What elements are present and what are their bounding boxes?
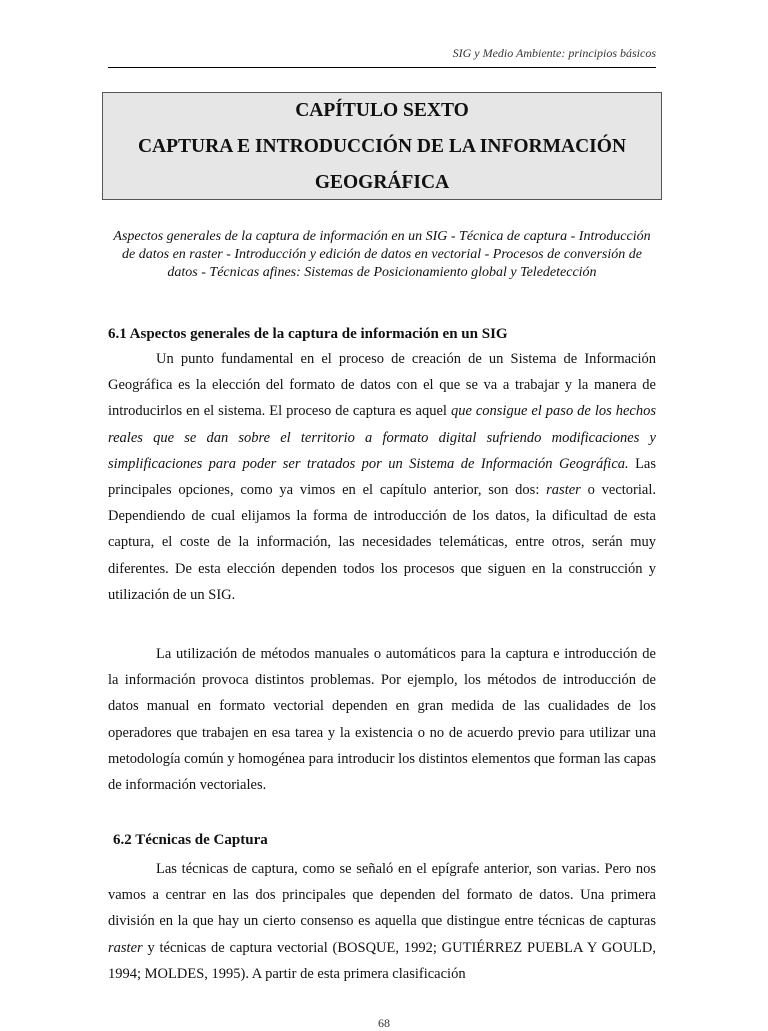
emphasis-raster: raster <box>108 939 143 956</box>
chapter-abstract: Aspectos generales de la captura de información en un SIG - Técnica de captura - Introducción de datos en raster - Introducción y edición de datos en vectorial - Procesos de conversión de datos - Técnicas afines: Sistemas de Posicionamiento global y Teledetección <box>113 229 651 280</box>
paragraph-text: La utilización de métodos manuales o automáticos para la captura e introducción de la información provoca distintos problemas. Por ejemplo, los métodos de introducción de datos manual en formato vectorial dependen en gran medida de las cualidades de los operadores que trabajen en esa tarea y la existencia o no de acuerdo previo para utilizar una metodología común y homogénea para introducir los distintos elementos que forman las capas de información vectoriales. <box>108 646 656 794</box>
paragraph-text: Las principales opciones, como ya vimos en el capítulo anterior, son dos: <box>108 455 657 499</box>
emphasis-definition: que consigue el paso de los hechos reales que se dan sobre el territorio a formato digital sufriendo modificaciones y simplificaciones para poder ser tratados por un Sistema de Información Geográfica. <box>108 403 656 472</box>
running-header: SIG y Medio Ambiente: principios básicos <box>452 46 656 60</box>
emphasis-raster: raster <box>546 482 581 499</box>
paragraph-text: Un punto fundamental en el proceso de creación de un Sistema de Información Geográfica es la elección del formato de datos con el que se va a trabajar y la manera de introducirlos en el sistema. El proceso de captura es aquel <box>108 351 656 420</box>
paragraph-6-1-2 <box>108 641 656 798</box>
paragraph-text: y técnicas de captura vectorial (BOSQUE, 1992; GUTIÉRREZ PUEBLA Y GOULD, 1994; MOLDES, 1995). A partir de esta primera clasificación <box>108 939 656 982</box>
chapter-title-box <box>102 92 662 200</box>
paragraph-6-1-1 <box>108 346 656 608</box>
chapter-title-line-1: CAPTURA E INTRODUCCIÓN DE LA INFORMACIÓN <box>137 136 627 157</box>
section-heading-6-1: 6.1 Aspectos generales de la captura de información en un SIG <box>108 326 508 342</box>
paragraph-6-2-1 <box>108 856 656 987</box>
chapter-number: CAPÍTULO SEXTO <box>295 100 469 121</box>
page-number: 68 <box>378 1016 390 1030</box>
paragraph-text: o vectorial. Dependiendo de cual elijamos la forma de introducción de los datos, la dificultad de esta captura, el coste de la información, las necesidades telemáticas, entre otros, serán muy diferentes. De esta elección dependen todos los procesos que siguen en la construcción y utilización de un SIG. <box>108 482 656 603</box>
section-heading-6-2: 6.2 Técnicas de Captura <box>113 832 268 848</box>
paragraph-text: Las técnicas de captura, como se señaló en el epígrafe anterior, son varias. Pero nos vamos a centrar en las dos principales que dependen del formato de datos. Una primera división en la que hay un cierto consenso es aquella que distingue entre técnicas de capturas <box>108 861 656 930</box>
header-rule <box>108 67 656 68</box>
chapter-title-line-2: GEOGRÁFICA <box>314 172 450 193</box>
